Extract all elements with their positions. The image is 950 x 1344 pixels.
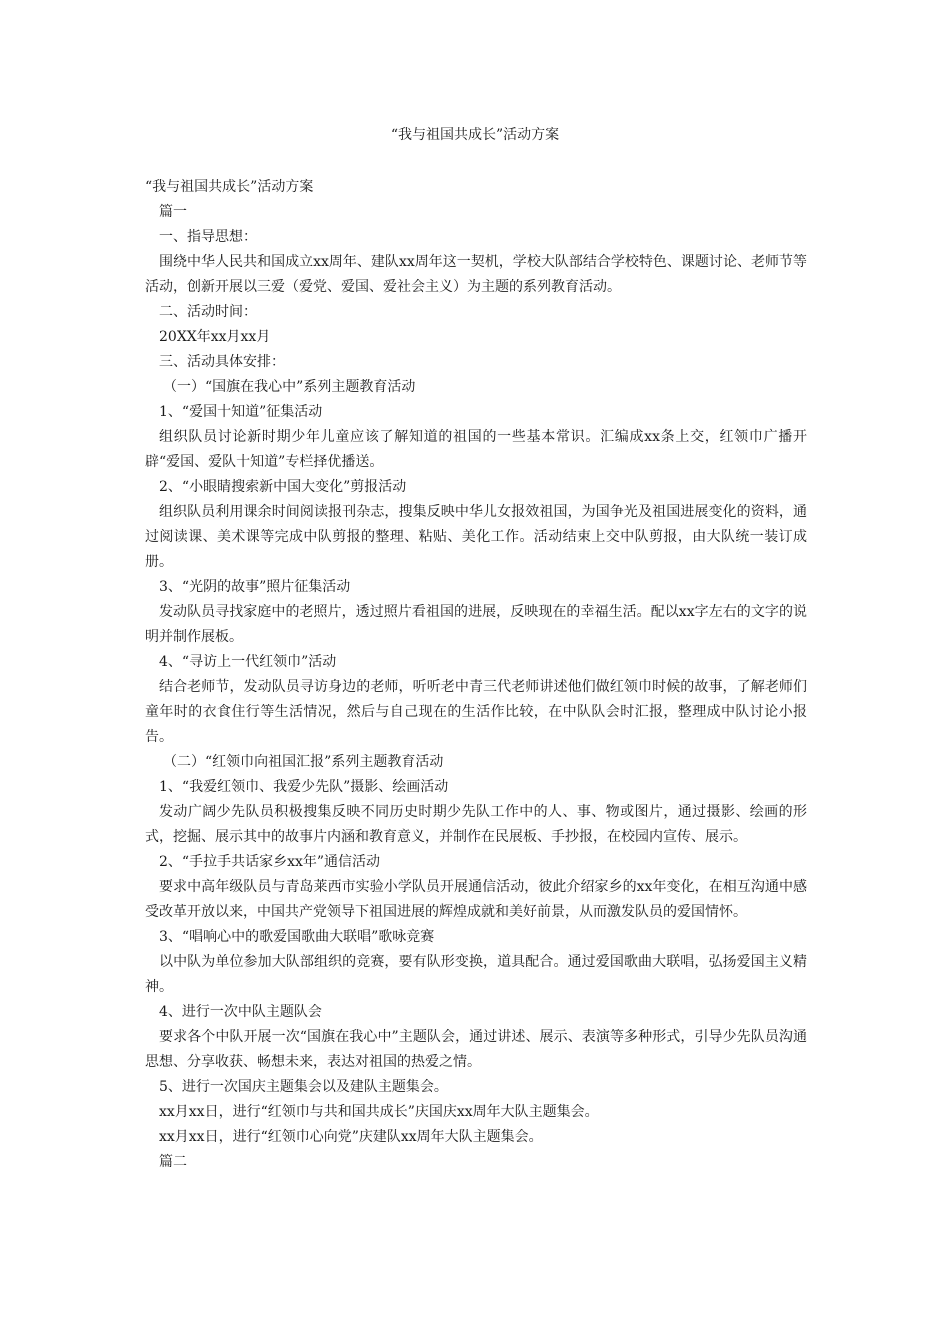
paragraph: 组织队员利用课余时间阅读报刊杂志，搜集反映中华儿女报效祖国，为国争光及祖国进展变化的资料，通过阅读课、美术课等完成中队剪报的整理、粘贴、美化工作。活动结束上交中队剪报，由大队统一装订成册。 [145,504,807,570]
paragraph: 4、“寻访上一代红领巾”活动 [159,654,337,670]
paragraph: 要求各个中队开展一次“国旗在我心中”主题队会，通过讲述、展示、表演等多种形式，引导少先队员沟通思想、分享收获、畅想未来，表达对祖国的热爱之情。 [145,1029,807,1070]
paragraph: （一）“国旗在我心中”系列主题教育活动 [163,379,416,395]
paragraph: 组织队员讨论新时期少年儿童应该了解知道的祖国的一些基本常识。汇编成xx条上交，红领巾广播开辟“爱国、爱队十知道”专栏择优播送。 [145,429,807,470]
paragraph: 结合老师节，发动队员寻访身边的老师，听听老中青三代老师讲述他们做红领巾时候的故事，了解老师们童年时的衣食住行等生活情况，然后与自己现在的生活作比较，在中队队会时汇报，整理成中队讨论小报告。 [145,679,807,745]
paragraph: 发动广阔少先队员积极搜集反映不同历史时期少先队工作中的人、事、物或图片，通过摄影、绘画的形式，挖掘、展示其中的故事片内涵和教育意义，并制作在民展板、手抄报，在校园内宣传、展示。 [145,804,807,845]
paragraph: 20XX年xx月xx月 [159,329,271,345]
paragraph: 二、活动时间： [159,304,257,320]
paragraph: 篇一 [159,204,187,220]
paragraph: 2、“手拉手共话家乡xx年”通信活动 [159,854,381,870]
paragraph: 1、“我爱红领巾、我爱少先队”摄影、绘画活动 [159,779,449,795]
document-title: “我与祖国共成长”活动方案 [390,127,560,143]
paragraph: 1、“爱国十知道”征集活动 [159,404,323,420]
paragraph: 4、进行一次中队主题队会 [159,1004,322,1020]
paragraph: 5、进行一次国庆主题集会以及建队主题集会。 [159,1079,448,1095]
paragraph: 2、“小眼睛搜索新中国大变化”剪报活动 [159,479,407,495]
paragraph: 篇二 [159,1154,187,1170]
paragraph: 三、活动具体安排： [159,354,285,370]
paragraph: xx月xx日，进行“红领巾心向党”庆建队xx周年大队主题集会。 [159,1129,543,1145]
paragraph: “我与祖国共成长”活动方案 [145,179,314,195]
paragraph: 围绕中华人民共和国成立xx周年、建队xx周年这一契机，学校大队部结合学校特色、课题讨论、老师节等活动，创新开展以三爱（爱党、爱国、爱社会主义）为主题的系列教育活动。 [145,254,807,295]
paragraph: 以中队为单位参加大队部组织的竞赛，要有队形变换，道具配合。通过爱国歌曲大联唱，弘扬爱国主义精神。 [145,954,807,995]
paragraph: （二）“红领巾向祖国汇报”系列主题教育活动 [163,754,444,770]
paragraph: 要求中高年级队员与青岛莱西市实验小学队员开展通信活动，彼此介绍家乡的xx年变化，在相互沟通中感受改革开放以来，中国共产党领导下祖国进展的辉煌成就和美好前景，从而激发队员的爱国情怀。 [145,879,807,920]
paragraph: xx月xx日，进行“红领巾与共和国共成长”庆国庆xx周年大队主题集会。 [159,1104,599,1120]
paragraph: 一、指导思想： [159,229,257,245]
document-body [145,175,807,1175]
paragraph: 3、“唱响心中的歌爱国歌曲大联唱”歌咏竞赛 [159,929,435,945]
paragraph: 发动队员寻找家庭中的老照片，透过照片看祖国的进展，反映现在的幸福生活。配以xx字左右的文字的说明并制作展板。 [145,604,807,645]
paragraph: 3、“光阴的故事”照片征集活动 [159,579,351,595]
